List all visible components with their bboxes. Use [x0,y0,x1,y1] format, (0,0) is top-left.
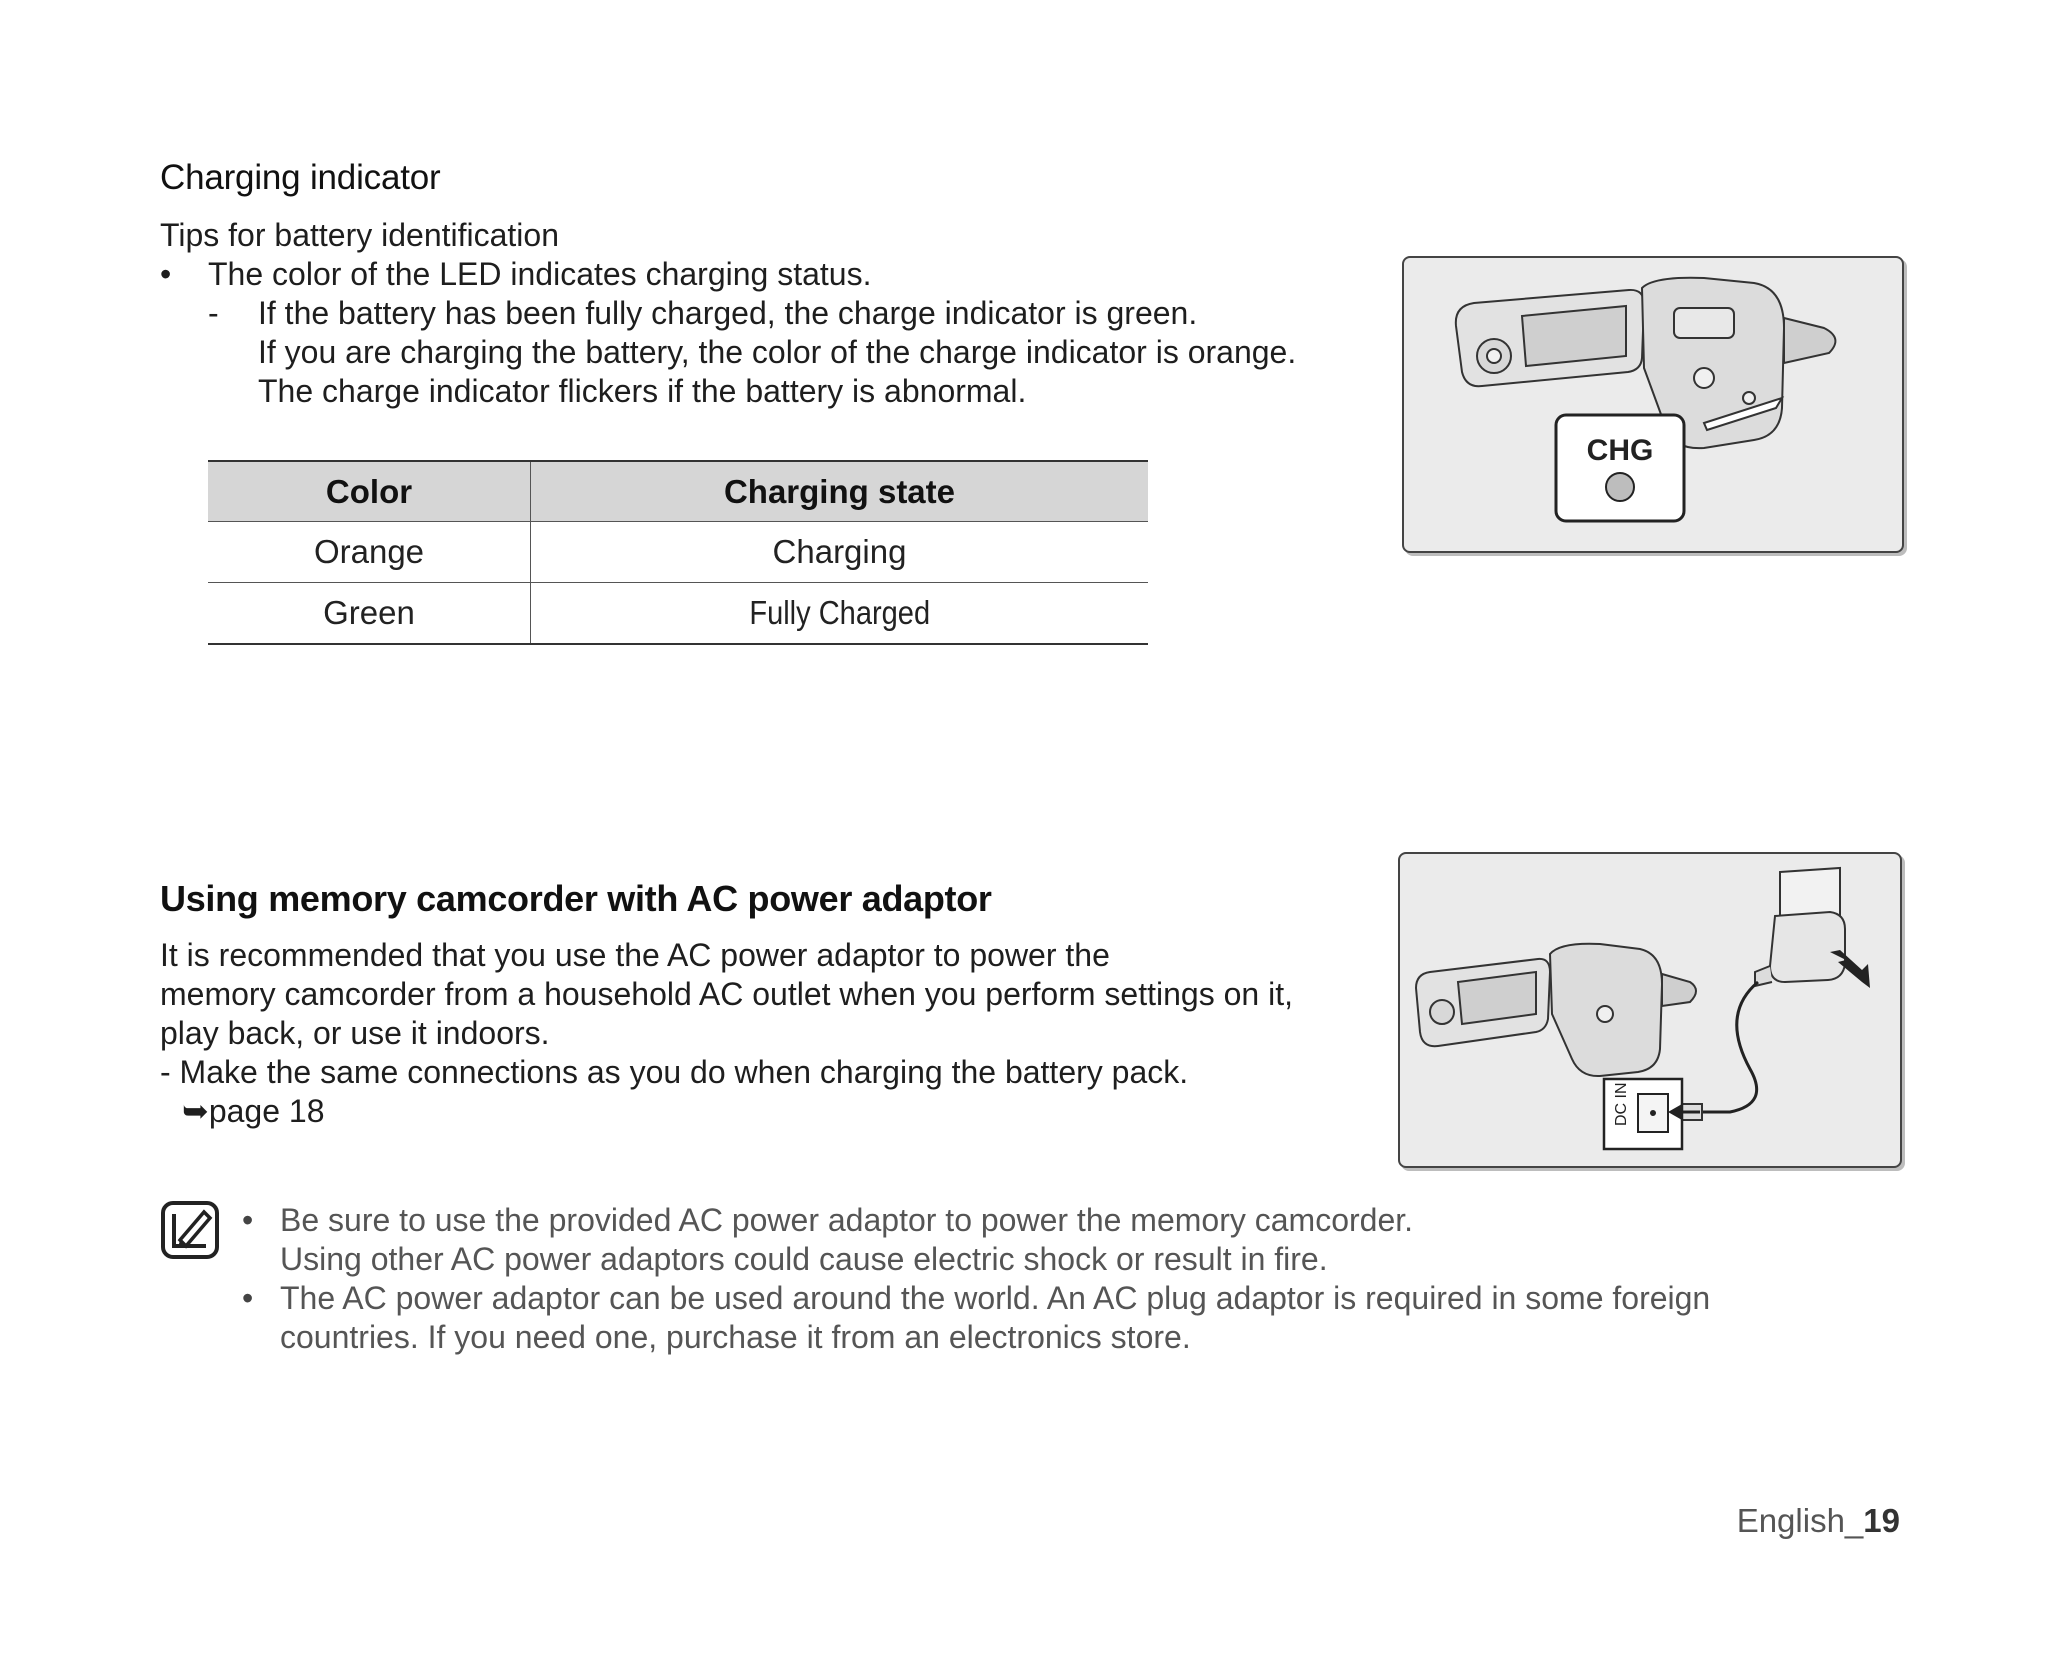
lcd-panel [1456,290,1644,386]
subheading-battery-tips: Tips for battery identification [160,217,559,253]
dash-line-2: If you are charging the battery, the color of the charge indicator is orange. [258,334,1297,370]
footer-language: English_ [1736,1502,1864,1539]
paragraph-line-2: memory camcorder from a household AC outlet when you perform settings on it, [160,976,1293,1012]
arrow-icon: ➥ [182,1093,209,1129]
ac-adaptor-illustration [1400,854,1900,1166]
table-header-row [208,461,1148,522]
dash-mark: - [208,295,219,331]
dash-line-3: The charge indicator flickers if the battery is abnormal. [258,373,1027,409]
table-cell: Green [208,583,531,645]
figure-ac-adaptor [1398,852,1902,1168]
note-2-line-1: The AC power adaptor can be used around the world. An AC plug adaptor is required in some foreign [280,1280,1711,1316]
table-cell: Charging [531,522,1149,583]
camcorder [1416,944,1696,1076]
chg-label: CHG [1586,434,1654,467]
chg-led-icon [1606,473,1634,501]
page-reference-text: page 18 [208,1093,325,1129]
table-header-color: Color [208,461,531,522]
table-header-charging-state: Charging state [531,461,1149,522]
note-1-line-1: Be sure to use the provided AC power adaptor to power the memory camcorder. [280,1202,1414,1238]
footer-page-number: 19 [1863,1502,1900,1539]
dash-line-1: If the battery has been fully charged, the charge indicator is green. [258,295,1198,331]
charging-indicator-table [208,460,1148,645]
table-cell-text: Fully Charged [749,594,930,631]
bullet-dot: • [242,1280,254,1316]
page-reference [160,1092,1293,1131]
paragraph-line-1: It is recommended that you use the AC power adaptor to power the [160,937,1110,973]
bullet-text: The color of the LED indicates charging status. [208,256,872,292]
cable [1700,982,1758,1112]
table-row [208,583,1148,645]
table-row [208,522,1148,583]
bullet-dot: • [242,1202,254,1238]
note-2-line-2: countries. If you need one, purchase it from an electronics store. [280,1319,1191,1355]
page-footer [1737,1502,1900,1540]
note-item-2 [242,1279,1710,1357]
table-cell: Orange [208,522,531,583]
note-1-line-2: Using other AC power adaptors could cause electric shock or result in fire. [280,1241,1328,1277]
note-list [242,1201,1710,1357]
table-cell [531,583,1149,645]
section-heading-charging-indicator: Charging indicator [160,158,441,197]
dc-in-label: DC IN [1613,1082,1630,1126]
figure-camcorder-chg [1402,256,1904,553]
ac-adaptor-block [1770,912,1845,982]
dash-connection-note: - Make the same connections as you do when charging the battery pack. [160,1054,1189,1090]
section-heading-ac-adaptor: Using memory camcorder with AC power adaptor [160,878,992,919]
note-icon [160,1200,220,1260]
chg-callout-box [1556,415,1684,521]
bullet-dot: • [160,256,172,292]
note-item-1 [242,1201,1710,1279]
camcorder-illustration [1404,258,1902,551]
ac-adaptor-paragraph [160,936,1293,1131]
paragraph-line-3: play back, or use it indoors. [160,1015,550,1051]
